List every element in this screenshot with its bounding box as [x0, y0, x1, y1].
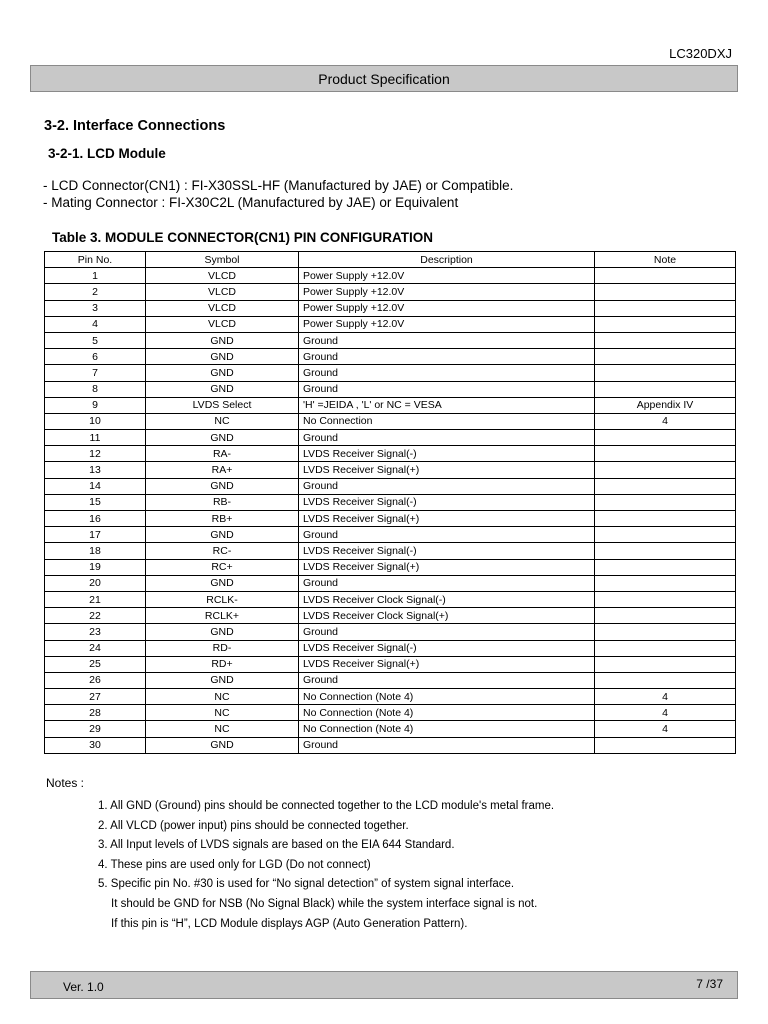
- cell-pin-no: 10: [45, 413, 146, 429]
- cell-description: LVDS Receiver Signal(+): [299, 462, 595, 478]
- cell-symbol: RA-: [146, 446, 299, 462]
- cell-symbol: RB-: [146, 494, 299, 510]
- cell-description: LVDS Receiver Signal(-): [299, 543, 595, 559]
- table-row: [45, 591, 736, 607]
- note-item-continuation: It should be GND for NSB (No Signal Black) while the system interface signal is not.: [111, 897, 538, 910]
- cell-symbol: RD+: [146, 656, 299, 672]
- cell-pin-no: 4: [45, 316, 146, 332]
- connector-info: [43, 177, 513, 211]
- cell-pin-no: 8: [45, 381, 146, 397]
- cell-note: [595, 430, 736, 446]
- pin-configuration-table: [44, 251, 736, 754]
- header-symbol: Symbol: [146, 252, 299, 268]
- cell-pin-no: 29: [45, 721, 146, 737]
- cell-note: [595, 462, 736, 478]
- cell-description: Power Supply +12.0V: [299, 300, 595, 316]
- cell-note: [595, 624, 736, 640]
- cell-description: Ground: [299, 332, 595, 348]
- table-row: [45, 284, 736, 300]
- cell-note: [595, 300, 736, 316]
- table-row: [45, 430, 736, 446]
- cell-description: LVDS Receiver Signal(-): [299, 494, 595, 510]
- cell-symbol: RB+: [146, 511, 299, 527]
- cell-note: Appendix IV: [595, 397, 736, 413]
- cell-symbol: NC: [146, 413, 299, 429]
- cell-description: No Connection (Note 4): [299, 721, 595, 737]
- lcd-connector-line: - LCD Connector(CN1) : FI-X30SSL-HF (Manufactured by JAE) or Compatible.: [43, 178, 514, 193]
- cell-symbol: GND: [146, 575, 299, 591]
- cell-description: Ground: [299, 575, 595, 591]
- cell-description: Ground: [299, 624, 595, 640]
- cell-note: [595, 559, 736, 575]
- cell-symbol: VLCD: [146, 300, 299, 316]
- cell-pin-no: 19: [45, 559, 146, 575]
- cell-pin-no: 14: [45, 478, 146, 494]
- table-row: [45, 689, 736, 705]
- cell-pin-no: 17: [45, 527, 146, 543]
- cell-pin-no: 2: [45, 284, 146, 300]
- table-row: [45, 462, 736, 478]
- cell-note: [595, 284, 736, 300]
- version-label: Ver. 1.0: [63, 980, 104, 994]
- table-row: [45, 527, 736, 543]
- cell-pin-no: 24: [45, 640, 146, 656]
- cell-description: Ground: [299, 365, 595, 381]
- table-row: [45, 332, 736, 348]
- cell-symbol: GND: [146, 430, 299, 446]
- table-row: [45, 478, 736, 494]
- cell-description: LVDS Receiver Clock Signal(+): [299, 608, 595, 624]
- table-row: [45, 381, 736, 397]
- cell-note: [595, 511, 736, 527]
- cell-note: [595, 316, 736, 332]
- cell-pin-no: 7: [45, 365, 146, 381]
- cell-description: Ground: [299, 349, 595, 365]
- cell-pin-no: 21: [45, 591, 146, 607]
- cell-symbol: GND: [146, 672, 299, 688]
- note-item-continuation: If this pin is “H”, LCD Module displays AGP (Auto Generation Pattern).: [111, 917, 468, 930]
- cell-note: [595, 527, 736, 543]
- cell-description: LVDS Receiver Clock Signal(-): [299, 591, 595, 607]
- cell-symbol: RD-: [146, 640, 299, 656]
- table-row: [45, 300, 736, 316]
- cell-note: [595, 478, 736, 494]
- note-item: 5. Specific pin No. #30 is used for “No signal detection” of system signal interface.: [98, 878, 515, 891]
- cell-note: [595, 640, 736, 656]
- cell-note: [595, 575, 736, 591]
- cell-description: LVDS Receiver Signal(-): [299, 446, 595, 462]
- cell-symbol: GND: [146, 478, 299, 494]
- cell-symbol: RCLK-: [146, 591, 299, 607]
- subsection-heading: 3-2-1. LCD Module: [48, 146, 166, 161]
- cell-description: Ground: [299, 478, 595, 494]
- cell-note: [595, 332, 736, 348]
- table-row: [45, 575, 736, 591]
- cell-note: [595, 672, 736, 688]
- table-header-row: [45, 252, 736, 268]
- page-title-bar: [30, 65, 738, 92]
- cell-note: [595, 591, 736, 607]
- cell-pin-no: 3: [45, 300, 146, 316]
- cell-pin-no: 27: [45, 689, 146, 705]
- table-row: [45, 413, 736, 429]
- cell-symbol: GND: [146, 381, 299, 397]
- cell-symbol: NC: [146, 721, 299, 737]
- cell-symbol: GND: [146, 527, 299, 543]
- cell-symbol: RA+: [146, 462, 299, 478]
- cell-pin-no: 13: [45, 462, 146, 478]
- cell-symbol: NC: [146, 689, 299, 705]
- table-row: [45, 511, 736, 527]
- note-item: 2. All VLCD (power input) pins should be connected together.: [98, 819, 409, 832]
- cell-symbol: RC+: [146, 559, 299, 575]
- cell-pin-no: 15: [45, 494, 146, 510]
- cell-description: Ground: [299, 430, 595, 446]
- cell-pin-no: 5: [45, 332, 146, 348]
- page-number: 7 /37: [696, 977, 723, 991]
- header-description: Description: [299, 252, 595, 268]
- table-row: [45, 268, 736, 284]
- table-row: [45, 737, 736, 753]
- footer-bar: [30, 971, 738, 999]
- cell-pin-no: 6: [45, 349, 146, 365]
- cell-description: Ground: [299, 527, 595, 543]
- cell-note: [595, 268, 736, 284]
- cell-pin-no: 18: [45, 543, 146, 559]
- cell-pin-no: 22: [45, 608, 146, 624]
- cell-pin-no: 11: [45, 430, 146, 446]
- cell-note: [595, 737, 736, 753]
- cell-symbol: VLCD: [146, 284, 299, 300]
- cell-note: 4: [595, 413, 736, 429]
- cell-symbol: VLCD: [146, 268, 299, 284]
- cell-pin-no: 20: [45, 575, 146, 591]
- cell-pin-no: 26: [45, 672, 146, 688]
- cell-description: Ground: [299, 381, 595, 397]
- cell-description: 'H' =JEIDA , 'L' or NC = VESA: [299, 397, 595, 413]
- cell-symbol: LVDS Select: [146, 397, 299, 413]
- cell-note: [595, 365, 736, 381]
- note-item: 1. All GND (Ground) pins should be connected together to the LCD module's metal frame.: [98, 800, 555, 812]
- cell-pin-no: 16: [45, 511, 146, 527]
- section-heading: 3-2. Interface Connections: [44, 118, 226, 134]
- cell-note: 4: [595, 689, 736, 705]
- table-title: Table 3. MODULE CONNECTOR(CN1) PIN CONFIGURATION: [52, 230, 434, 245]
- table-row: [45, 559, 736, 575]
- cell-pin-no: 23: [45, 624, 146, 640]
- cell-note: [595, 543, 736, 559]
- cell-description: LVDS Receiver Signal(+): [299, 559, 595, 575]
- mating-connector-line: - Mating Connector : FI-X30C2L (Manufactured by JAE) or Equivalent: [43, 195, 459, 210]
- cell-note: [595, 349, 736, 365]
- cell-symbol: RCLK+: [146, 608, 299, 624]
- cell-description: Ground: [299, 737, 595, 753]
- cell-description: LVDS Receiver Signal(+): [299, 656, 595, 672]
- table-row: [45, 705, 736, 721]
- table-row: [45, 349, 736, 365]
- note-item: 3. All Input levels of LVDS signals are based on the EIA 644 Standard.: [98, 839, 455, 852]
- cell-note: 4: [595, 705, 736, 721]
- cell-symbol: GND: [146, 624, 299, 640]
- table-row: [45, 494, 736, 510]
- cell-description: Ground: [299, 672, 595, 688]
- table-row: [45, 672, 736, 688]
- cell-symbol: GND: [146, 332, 299, 348]
- table-row: [45, 446, 736, 462]
- table-row: [45, 397, 736, 413]
- cell-symbol: GND: [146, 737, 299, 753]
- cell-description: LVDS Receiver Signal(-): [299, 640, 595, 656]
- cell-pin-no: 9: [45, 397, 146, 413]
- table-row: [45, 316, 736, 332]
- cell-pin-no: 1: [45, 268, 146, 284]
- cell-symbol: GND: [146, 349, 299, 365]
- cell-description: No Connection (Note 4): [299, 689, 595, 705]
- table-row: [45, 543, 736, 559]
- cell-note: [595, 608, 736, 624]
- cell-description: Power Supply +12.0V: [299, 268, 595, 284]
- cell-note: [595, 656, 736, 672]
- cell-pin-no: 30: [45, 737, 146, 753]
- cell-pin-no: 28: [45, 705, 146, 721]
- cell-note: [595, 446, 736, 462]
- cell-symbol: VLCD: [146, 316, 299, 332]
- cell-symbol: RC-: [146, 543, 299, 559]
- table-row: [45, 624, 736, 640]
- cell-description: No Connection: [299, 413, 595, 429]
- table-row: [45, 365, 736, 381]
- header-pin-no: Pin No.: [45, 252, 146, 268]
- notes-title: Notes :: [46, 776, 85, 790]
- cell-symbol: NC: [146, 705, 299, 721]
- table-row: [45, 721, 736, 737]
- table-row: [45, 640, 736, 656]
- note-item: 4. These pins are used only for LGD (Do not connect): [98, 858, 371, 871]
- notes-list: [98, 797, 554, 934]
- cell-pin-no: 12: [45, 446, 146, 462]
- cell-description: Power Supply +12.0V: [299, 316, 595, 332]
- model-number: LC320DXJ: [669, 46, 732, 61]
- page-title: Product Specification: [318, 71, 450, 87]
- cell-description: LVDS Receiver Signal(+): [299, 511, 595, 527]
- cell-note: [595, 494, 736, 510]
- cell-symbol: GND: [146, 365, 299, 381]
- cell-description: Power Supply +12.0V: [299, 284, 595, 300]
- table-row: [45, 656, 736, 672]
- cell-description: No Connection (Note 4): [299, 705, 595, 721]
- cell-note: [595, 381, 736, 397]
- cell-pin-no: 25: [45, 656, 146, 672]
- cell-note: 4: [595, 721, 736, 737]
- header-note: Note: [595, 252, 736, 268]
- table-row: [45, 608, 736, 624]
